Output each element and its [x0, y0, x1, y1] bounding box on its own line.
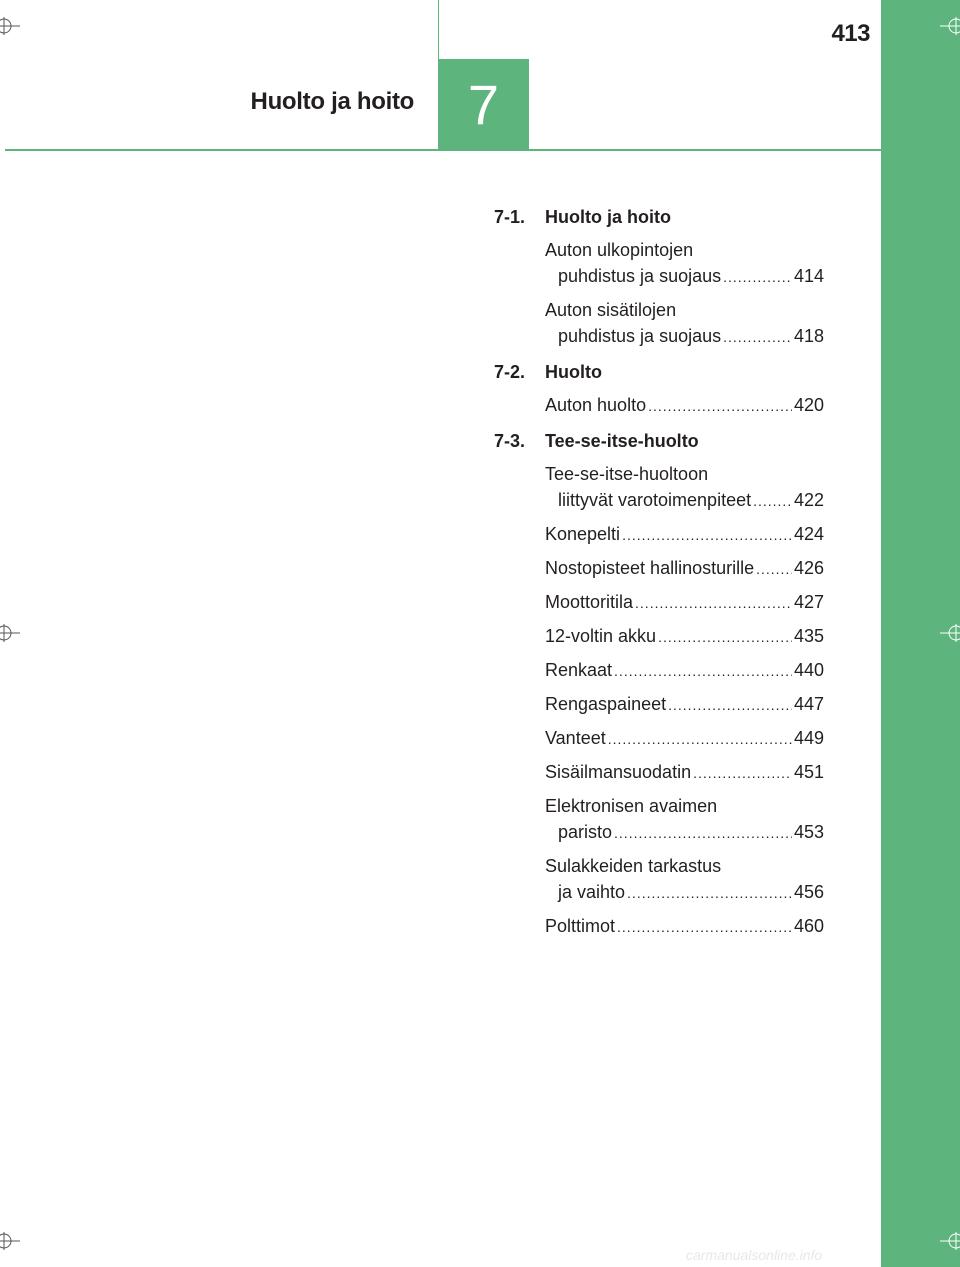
- toc-entry[interactable]: [545, 692, 824, 717]
- entry-page: 420: [793, 395, 824, 415]
- toc-entry[interactable]: [545, 794, 824, 845]
- toc-entry[interactable]: [545, 624, 824, 649]
- toc-entry[interactable]: [545, 590, 824, 615]
- entry-label: Moottoritila: [545, 592, 634, 612]
- entry-page: 435: [793, 626, 824, 646]
- toc-entry[interactable]: [545, 238, 824, 289]
- chapter-number: 7: [467, 73, 500, 136]
- chapter-number-box: [438, 59, 529, 149]
- entry-label: Auton huolto: [545, 395, 647, 415]
- entry-page: 440: [793, 660, 824, 680]
- toc-entry[interactable]: [545, 760, 824, 785]
- entry-page: 418: [793, 326, 824, 346]
- entry-page: 424: [793, 524, 824, 544]
- entry-page: 449: [793, 728, 824, 748]
- entry-label-cont: puhdistus ja suojaus: [558, 266, 722, 286]
- crop-mark-icon: [0, 622, 22, 644]
- dot-leader: [658, 625, 792, 649]
- entry-page: 456: [793, 882, 824, 902]
- entry-label-cont: puhdistus ja suojaus: [558, 326, 722, 346]
- toc-entry[interactable]: [545, 522, 824, 547]
- entry-page: 427: [793, 592, 824, 612]
- dot-leader: [668, 693, 792, 717]
- toc-entry[interactable]: [545, 854, 824, 905]
- entry-label: Sisäilmansuodatin: [545, 762, 692, 782]
- entry-label: Renkaat: [545, 660, 613, 680]
- entry-page: 447: [793, 694, 824, 714]
- entry-label: Polttimot: [545, 916, 616, 936]
- dot-leader: [648, 394, 792, 418]
- header-divider-vertical: [438, 0, 439, 59]
- dot-leader: [756, 557, 792, 581]
- page-number: 413: [831, 20, 870, 47]
- toc-entry[interactable]: [545, 393, 824, 418]
- section-title: Huolto ja hoito: [545, 207, 671, 227]
- section-number: 7-1.: [494, 207, 526, 227]
- entry-label: Vanteet: [545, 728, 606, 748]
- dot-leader: [635, 591, 792, 615]
- toc-entry[interactable]: [545, 556, 824, 581]
- dot-leader: [753, 489, 792, 513]
- entry-page: 451: [793, 762, 824, 782]
- dot-leader: [622, 523, 792, 547]
- section-number: 7-3.: [494, 431, 526, 451]
- toc-section-heading[interactable]: [494, 360, 824, 384]
- dot-leader: [723, 265, 792, 289]
- entry-label: Tee-se-itse-huoltoon: [545, 464, 709, 484]
- dot-leader: [723, 325, 792, 349]
- crop-mark-icon: [938, 1230, 960, 1252]
- entry-page: 414: [793, 266, 824, 286]
- crop-mark-icon: [938, 15, 960, 37]
- toc-section-heading[interactable]: [494, 429, 824, 453]
- toc-entry[interactable]: [545, 658, 824, 683]
- entry-page: 453: [793, 822, 824, 842]
- toc-section-heading[interactable]: [494, 205, 824, 229]
- section-title: Tee-se-itse-huolto: [545, 431, 699, 451]
- crop-mark-icon: [938, 622, 960, 644]
- entry-label: Elektronisen avaimen: [545, 796, 718, 816]
- toc-entry[interactable]: [545, 298, 824, 349]
- dot-leader: [614, 821, 792, 845]
- crop-mark-icon: [0, 15, 22, 37]
- toc-entry[interactable]: [545, 726, 824, 751]
- entry-label: Sulakkeiden tarkastus: [545, 856, 722, 876]
- section-number: 7-2.: [494, 362, 526, 382]
- dot-leader: [627, 881, 792, 905]
- dot-leader: [617, 915, 792, 939]
- entry-label: Nostopisteet hallinosturille: [545, 558, 755, 578]
- entry-label: Auton sisätilojen: [545, 300, 677, 320]
- entry-label-cont: paristo: [558, 822, 613, 842]
- entry-label: Rengaspaineet: [545, 694, 667, 714]
- toc-entry[interactable]: [545, 914, 824, 939]
- entry-page: 426: [793, 558, 824, 578]
- crop-mark-icon: [0, 1230, 22, 1252]
- toc-entry[interactable]: [545, 462, 824, 513]
- chapter-title: Huolto ja hoito: [250, 88, 414, 115]
- entry-label: 12-voltin akku: [545, 626, 657, 646]
- section-title: Huolto: [545, 362, 602, 382]
- entry-page: 422: [793, 490, 824, 510]
- dot-leader: [693, 761, 792, 785]
- header-divider-horizontal: [5, 149, 881, 151]
- entry-label: Auton ulkopintojen: [545, 240, 694, 260]
- table-of-contents: [494, 205, 824, 939]
- dot-leader: [614, 659, 792, 683]
- entry-label-cont: ja vaihto: [558, 882, 626, 902]
- dot-leader: [608, 727, 792, 751]
- entry-label-cont: liittyvät varotoimenpiteet: [558, 490, 752, 510]
- watermark: carmanualsonline.info: [686, 1247, 823, 1263]
- entry-label: Konepelti: [545, 524, 621, 544]
- entry-page: 460: [793, 916, 824, 936]
